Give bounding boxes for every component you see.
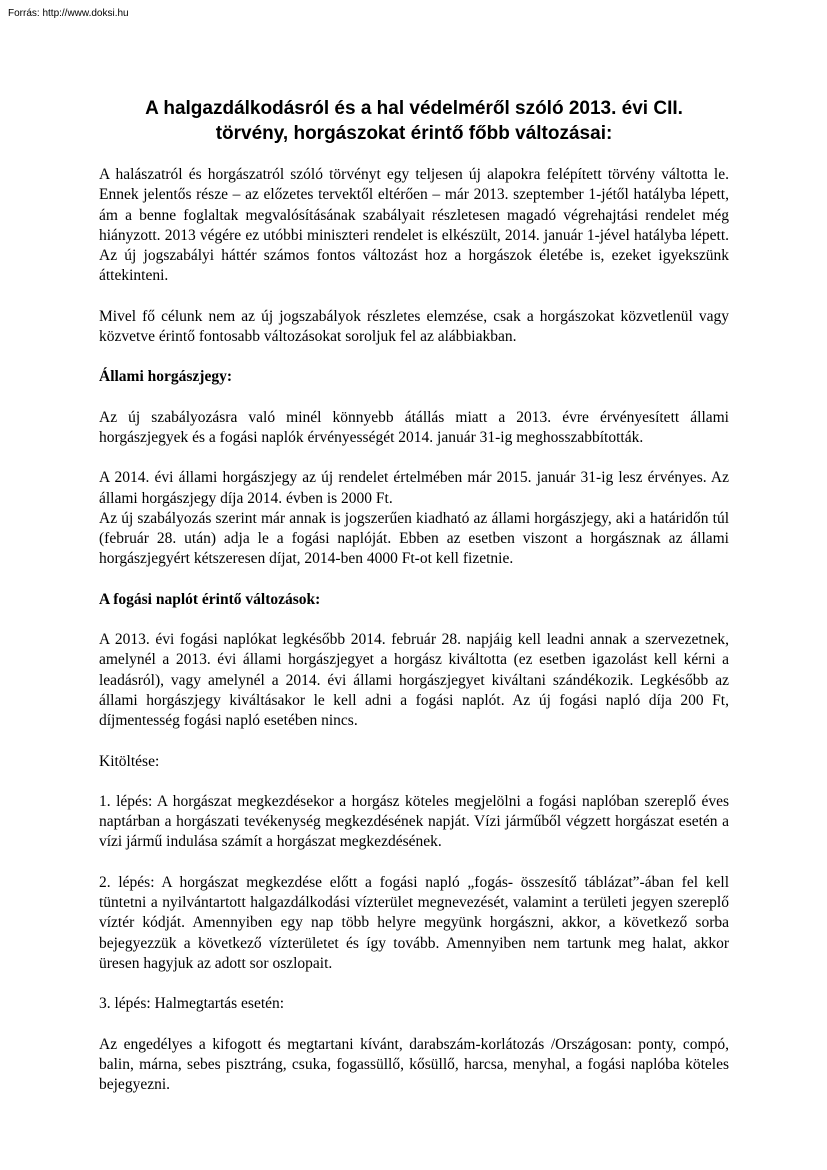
step-paragraph: 1. lépés: A horgászat megkezdésekor a horgász köteles megjelölni a fogási naplóban szereplő éves naptárban a horgászati tevékenység megkezdésének napját. Vízi járműből végzett horgászat esetén a vízi jármű indulása számít a horgászat megkezdésének.: [99, 792, 729, 851]
step-paragraph: 3. lépés: Halmegtartás esetén:: [99, 995, 285, 1013]
section-paragraph: Az új szabályozás szerint már annak is jogszerűen kiadható az állami horgászjegy, aki a határidőn túl (február 28. után) adja le a fogási naplóját. Ebben az esetben viszont a horgásznak az állami horgászjegyért kétszeresen díjat, 2014-ben 4000 Ft-ot kell fizetnie.: [99, 509, 729, 568]
section-heading-catch-log: A fogási naplót érintő változások:: [99, 590, 321, 608]
section-paragraph: Kitöltése:: [99, 752, 160, 770]
section-paragraph: A 2013. évi fogási naplókat legkésőbb 2014. február 28. napjáig kell leadni annak a szervezetnek, amelynél a 2013. évi állami horgászjegyet a horgász kiváltotta (ez esetben igazolást kell kérni a leadásról), vagy amelynél a 2014. évi állami horgászjegyet kiváltani szándékozik. Legkésőbb az állami horgászjegy kiváltásakor le kell adni a fogási naplót. Az új fogási napló díja 200 Ft, díjmentesség fogási napló esetében nincs.: [99, 631, 729, 730]
intro-paragraph: Mivel fő célunk nem az új jogszabályok részletes elemzése, csak a horgászokat közvetlenül vagy közvetve érintő fontosabb változásokat soroljuk fel az alábbiakban.: [99, 307, 729, 346]
section-paragraph: Az új szabályozásra való minél könnyebb átállás miatt a 2013. évre érvényesített állami horgászjegyek és a fogási naplók érvényességét 2014. január 31-ig meghosszabbították.: [99, 408, 729, 446]
document-body: [99, 96, 729, 1115]
source-url: Forrás: http://www.doksi.hu: [8, 8, 129, 19]
step-paragraph: 2. lépés: A horgászat megkezdése előtt a fogási napló „fogás- összesítő táblázat”-ában fel kell tüntetni a nyilvántartott halgazdálkodási vízterület megnevezését, valamint a területi jegyen szereplő víztér kódját. Amennyiben egy nap több helyre megyünk horgászni, akkor, a következő sorba bejegyezzük a következő vízterületet és így tovább. Amennyiben nem tartunk meg halat, akkor üresen hagyjuk az adott sor oszlopait.: [99, 873, 729, 972]
title-line-1: A halgazdálkodásról és a hal védelméről szóló 2013. évi CII.: [145, 98, 683, 119]
document-title: [99, 96, 729, 146]
title-line-2: törvény, horgászokat érintő főbb változásai:: [215, 123, 613, 144]
section-heading-state-license: Állami horgászjegy:: [99, 368, 233, 386]
section-paragraph: A 2014. évi állami horgászjegy az új rendelet értelmében már 2015. január 31-ig lesz érvényes. Az állami horgászjegy díja 2014. évben is 2000 Ft.: [99, 469, 729, 507]
intro-paragraph: A halászatról és horgászatról szóló törvényt egy teljesen új alapokra felépített törvény váltotta le. Ennek jelentős része – az előzetes tervektől eltérően – már 2013. szeptember 1-jétől hatályba lépett, ám a benne foglaltak megvalósításának szabályait részletesen magadó végrehajtási rendelet még hiányzott. 2013 végére ez utóbbi miniszteri rendelet is elkészült, 2014. január 1-jével hatályba lépett. Az új jogszabályi háttér számos fontos változást hoz a horgászok életébe is, ezeket igyekszünk áttekinteni.: [99, 166, 729, 285]
section-paragraph: Az engedélyes a kifogott és megtartani kívánt, darabszám-korlátozás /Országosan: ponty, compó, balin, márna, sebes pisztráng, csuka, fogassüllő, kősüllő, harcsa, menyhal, a fogási naplóba köteles bejegyezni.: [99, 1035, 729, 1094]
